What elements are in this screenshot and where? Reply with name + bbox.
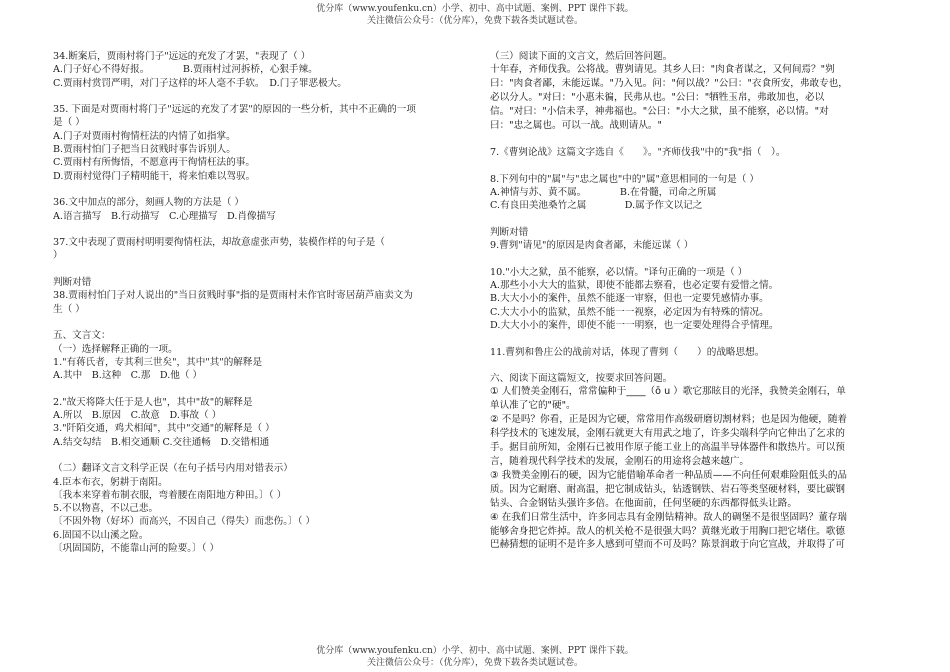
spacer [490,332,902,345]
page-footer [0,645,950,669]
question-line: 六、阅读下面这篇短文，按要求回答问题。 [490,373,673,385]
question-line: 3."阡陌交通，鸡犬相闻"，其中"交通"的解释是（ ） [53,423,275,435]
header-line-1: 优分库（www.youfenku.cn）小学、初中、高中试题、案例、PPT 课件下载。 [316,4,634,14]
question-line: C.贾雨村有所悔悟，不愿意再干徇情枉法的事。 [53,157,255,169]
spacer [490,133,902,146]
question-line: A.门子对贾雨村徇情枉法的内情了如指掌。 [53,130,236,142]
question-line: C.有良田美池桑竹之属 D.属予作文以记之 [490,200,703,212]
question-line: 38.贾雨村怕门子对人说出的"当日贫贱时事"指的是贾雨村未作官时寄居葫芦庙卖文为 [53,290,413,302]
question-line: 五、文言文： [53,330,111,342]
question-line: 是（ ） [53,117,85,129]
question-line: 37.文中表现了贾雨村明明要徇情枉法，却故意虚张声势，装模作样的句子是（ [53,237,385,249]
question-line: 〔不因外物（好坏）而高兴，不因自己（得失）而悲伤。〕（ ） [53,516,316,528]
question-line: A.门子好心不得好报。 B.贾雨村过河拆桥，心狠手辣。 [53,64,318,76]
essay-line: ③ 我赞美金刚石的硬，因为它能借喻革命者一种品质——不向任何艰难险阻低头的品 [490,469,848,481]
question-line: C.大大小小的监狱，虽然不能一一视察，必定因为有特殊的情况。 [490,306,769,318]
spacer [53,223,463,236]
spacer [490,159,902,172]
question-line: 〔我本来穿着布制衣服，弯着腰在南阳地方种田。〕（ ） [53,489,287,501]
question-line: 10."小大之狱，虽不能察，必以情。"译句正确的一项是（ ） [490,266,748,278]
question-line: 34.断案后，贾雨村将门子"远远的充发了才罢，"表现了（ ） [53,51,311,62]
essay-line: 能够舍身把它炸掉。敌人的机关枪不是很强大吗？黄继光敢于用胸口把它堵住。歌德 [490,525,845,537]
footer-line-1: 优分库（www.youfenku.cn）小学、初中、高中试题、案例、PPT 课件下载。 [316,646,634,656]
essay-line: ④ 在我们日常生活中，许多同志具有金刚钻精神。敌人的碉堡不是很坚固吗？董存瑞 [490,511,848,523]
question-line: B.贾雨村怕门子把当日贫贱时事告诉别人。 [53,144,236,156]
essay-line: ① 人们赞美金刚石，常常偏种于____（ō u ）歌它那眩目的光泽，我赞美金刚石，单 [490,386,846,398]
question-line: 11.曹刿和鲁庄公的战前对话，体现了曹刿（ ）的战略思想。 [490,346,765,358]
question-line: 35. 下面是对贾雨村将门子"远远的充发了才罢"的原因的一些分析，其中不正确的一项 [53,104,416,116]
question-line: 6.固国不以山溪之险。 [53,529,149,541]
section-heading: （三）阅读下面的文言文，然后回答问题。 [490,51,673,62]
essay-line: 质。因为它耐磨、耐高温，把它制成钻头，钻透钢铁、岩石等类坚硬材料，要比碳钢 [490,483,845,495]
question-line: A.那些小小大大的监狱，即使不能都去察看，也必定要有爱惜之情。 [490,280,779,292]
question-line: 判断对错 [490,226,529,238]
passage-line: 信。"对曰："小信未孚，神弗福也。"公曰："小大之狱，虽不能察，必以情。"对 [490,106,829,118]
question-line: 36.文中加点的部分，刻画人物的方法是（ ） [53,197,244,209]
question-line: A.语言描写 B.行动描写 C.心理描写 D.肖像描写 [53,210,276,222]
spacer [490,253,902,266]
right-column [490,50,902,552]
question-line: 5.不以物喜，不以己悲。 [53,503,159,515]
spacer [53,183,463,196]
question-line: 2."故天将降大任于是人也"，其中"故"的解释是 [53,396,253,408]
header-line-2: 关注微信公众号：（优分库），免费下载各类试题试卷。 [366,16,583,26]
passage-line: 十年春，齐师伐我。公将战。曹刿请见。其乡人曰："肉食者谋之，又何间焉？"刿 [490,64,835,76]
spacer [53,90,463,103]
question-line: 9.曹刿"请见"的原因是肉食者鄙，未能远谋（ ） [490,240,694,252]
essay-line: 科学技术的飞速发展，金刚石就更大有用武之地了，许多尖端科学向它伸出了乞求的 [490,428,845,440]
passage-line: 曰："肉食者鄙，未能远谋。"乃入见。问："何以战？"公曰："衣食所安，弗敢专也， [490,78,848,90]
question-line: 生（ ） [53,303,85,315]
page-header [0,3,950,27]
question-line: （一）选择解释正确的一项。 [53,343,178,355]
question-line: （二）翻译文言文科学正误（在句子括号内用对错表示） [53,463,293,475]
question-line: 8.下列句中的"属"与"忠之属也"中的"属"意思相同的一句是（ ） [490,173,759,185]
question-line: ） [53,250,63,262]
question-line: A.所以 B.原因 C.故意 D.事故（ ） [53,410,222,422]
essay-line: 言，随着现代科学技术的发展，金刚石的用途将会越来越广。 [490,456,750,467]
essay-line: 钻头、合金钢钻头强许多倍。在他面前，任何坚硬的东西都得低头让路。 [490,497,797,509]
spacer [53,449,463,462]
essay-line: 巴赫猜想的证明不是许多人感到可望而不可及吗？陈景润敢于向它宣战，并取得了可 [490,539,845,551]
left-column [53,50,463,555]
essay-line: 手。据目前所知，金刚石已被用作原子能工业上的高温半导体器件和散热片。可以预 [490,442,845,454]
essay-line: 单认准了它的"硬"。 [490,400,576,412]
question-line: A.其中 B.这种 C.那 D.他（ ） [53,370,203,382]
question-line: A.结交勾结 B.相交通顺 C.交往通畅 D.交错相通 [53,436,270,448]
passage-line: 曰："忠之属也。可以一战。战则请从。" [490,119,662,131]
spacer [490,213,902,226]
question-line: 〔巩固国防，不能靠山河的险要。〕（ ） [53,542,220,554]
question-line: 4.臣本布衣，躬耕于南阳。 [53,476,168,488]
question-line: C.贾雨村赏罚严明，对门子这样的坏人毫不手软。 D.门子罪恶极大。 [53,77,347,89]
spacer [53,316,463,329]
passage-line: 必以分人。"对曰："小惠未徧，民弗从也。"公曰："牺牲玉帛，弗敢加也，必以 [490,92,825,104]
question-line: D.贾雨村觉得门子精明能干，将来怕难以驾驭。 [53,170,256,182]
question-line: A.神情与苏、黄不属。 B.在骨髓，司命之所属 [490,187,717,199]
spacer [53,382,463,395]
footer-line-2: 关注微信公众号：（优分库），免费下载各类试题试卷。 [366,658,583,668]
question-line: B.大大小小的案件，虽然不能逐一审察，但也一定要凭感情办事。 [490,293,769,305]
question-line: D.大大小小的案件，即使不能一一明察，也一定要处理得合乎情理。 [490,319,779,331]
essay-line: ② 不是吗？你看，正是因为它硬，常常用作高级研磨切割材料；也是因为他硬，随着 [490,414,848,426]
question-line: 1."有蒋氏者，专其利三世矣"，其中"其"的解释是 [53,356,263,368]
spacer [490,359,902,372]
spacer [53,263,463,276]
question-line: 判断对错 [53,277,92,289]
question-line: 7.《曹刿论战》这篇文字选自《 》。"齐师伐我"中的"我"指（ ）。 [490,147,786,159]
